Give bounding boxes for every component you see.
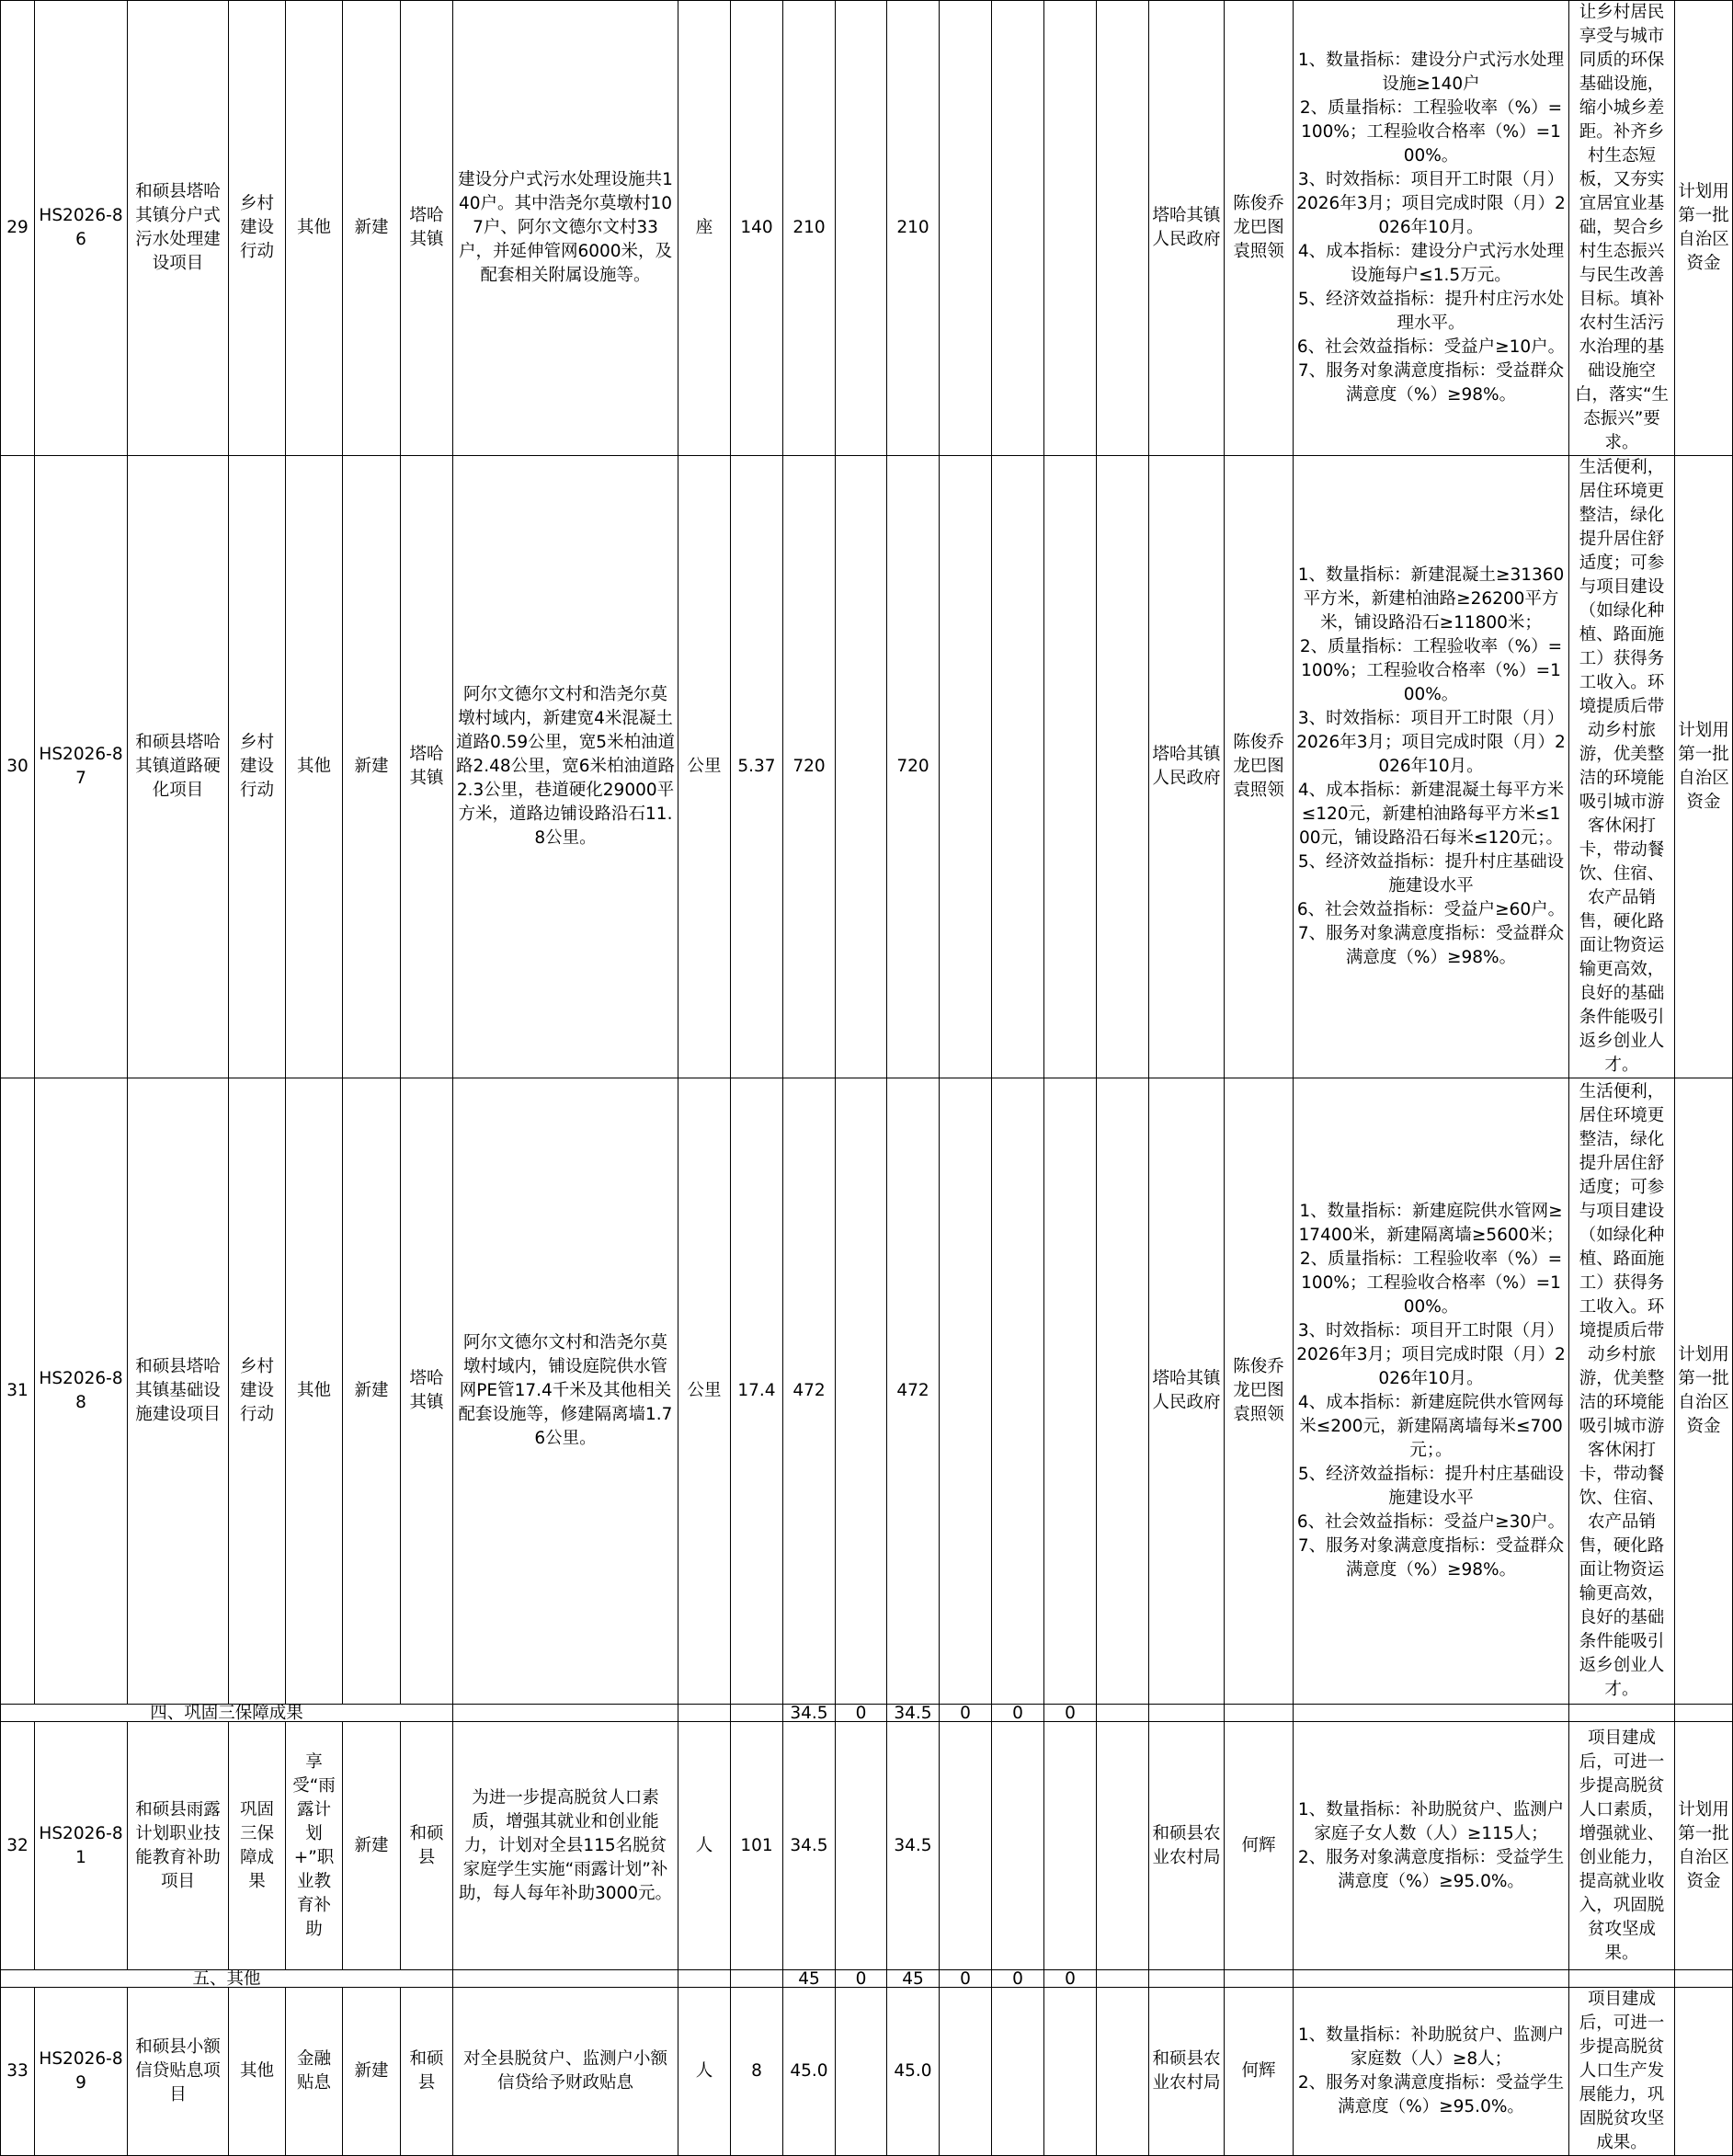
- fund-col-4: [992, 456, 1044, 1078]
- quantity: 5.37: [731, 456, 783, 1078]
- empty-cell: [1569, 1970, 1675, 1988]
- responsible-dept: 塔哈其镇人民政府: [1149, 456, 1225, 1078]
- fund-col-3: [940, 1988, 992, 2156]
- project-category: 巩固三保障成果: [229, 1722, 286, 1970]
- fund-col-5: [1044, 1722, 1097, 1970]
- performance-metrics: 1、数量指标：补助脱贫户、监测户家庭子女人数（人）≥115人； 2、服务对象满意度指标：受益学生满意度（%）≥95.0%。: [1294, 1722, 1569, 1970]
- fund-col-1: [836, 1, 887, 456]
- section-fund-col-5: 0: [1044, 1970, 1097, 1988]
- fund-col-3: [940, 1078, 992, 1705]
- project-name: 和硕县塔哈其镇基础设施建设项目: [128, 1078, 229, 1705]
- project-code: HS2026-87: [35, 456, 128, 1078]
- fund-col-1: [836, 1722, 887, 1970]
- project-name: 和硕县塔哈其镇分户式污水处理建设项目: [128, 1, 229, 456]
- project-location: 塔哈其镇: [401, 1078, 453, 1705]
- fund-col-2: 720: [887, 456, 940, 1078]
- project-category: 乡村建设行动: [229, 1, 286, 456]
- section-fund-col-1: 0: [836, 1705, 887, 1722]
- responsible-person: 陈俊乔龙巴图袁照领: [1225, 1078, 1294, 1705]
- fund-col-3: [940, 1722, 992, 1970]
- responsible-dept: 和硕县农业农村局: [1149, 1988, 1225, 2156]
- fund-col-5: [1044, 1078, 1097, 1705]
- fund-col-4: [992, 1, 1044, 456]
- construction-nature: 新建: [343, 1, 401, 456]
- empty-cell: [1149, 1970, 1225, 1988]
- fund-col-5: [1044, 1, 1097, 456]
- total-funds: 34.5: [783, 1722, 836, 1970]
- table-row: [1, 1722, 1733, 1970]
- section-fund-col-2: 34.5: [887, 1705, 940, 1722]
- unit: 人: [678, 1722, 731, 1970]
- benefit-mechanism: 项目建成后，可进一步提高脱贫人口生产发展能力，巩固脱贫攻坚成果。: [1569, 1988, 1675, 2156]
- quantity: 8: [731, 1988, 783, 2156]
- total-funds: 210: [783, 1, 836, 456]
- table-row: [1, 1988, 1733, 2156]
- fund-col-2: 34.5: [887, 1722, 940, 1970]
- fund-col-3: [940, 1, 992, 456]
- empty-cell: [453, 1705, 678, 1722]
- benefit-mechanism: 项目建成后，可进一步提高脱贫人口素质，增强就业、创业能力，提高就业收入，巩固脱贫攻坚成果。: [1569, 1722, 1675, 1970]
- section-title: 四、巩固三保障成果: [1, 1705, 453, 1722]
- fund-col-6: [1097, 1722, 1149, 1970]
- construction-nature: 新建: [343, 1722, 401, 1970]
- section-fund-col-3: 0: [940, 1970, 992, 1988]
- fund-col-1: [836, 456, 887, 1078]
- performance-metrics: 1、数量指标：建设分户式污水处理设施≥140户 2、质量指标：工程验收率（%）=100%；工程验收合格率（%）=100%。 3、时效指标：项目开工时限（月）2026年3月；项目完成时限（月）2026年10月。 4、成本指标：建设分户式污水处理设施每户≤1.5万元。 5、经济效益指标：提升村庄污水处理水平。 6、社会效益指标：受益户≥10户。 7、服务对象满意度指标：受益群众满意度（%）≥98%。: [1294, 1, 1569, 456]
- unit: 公里: [678, 1078, 731, 1705]
- empty-cell: [1294, 1970, 1569, 1988]
- construction-nature: 新建: [343, 1078, 401, 1705]
- section-fund-col-2: 45: [887, 1970, 940, 1988]
- empty-cell: [1097, 1705, 1149, 1722]
- fund-col-5: [1044, 456, 1097, 1078]
- empty-cell: [678, 1970, 731, 1988]
- fund-col-2: 210: [887, 1, 940, 456]
- empty-cell: [1294, 1705, 1569, 1722]
- empty-cell: [1149, 1705, 1225, 1722]
- section-fund-col-4: 0: [992, 1705, 1044, 1722]
- quantity: 140: [731, 1, 783, 456]
- empty-cell: [1225, 1970, 1294, 1988]
- construction-content: 对全县脱贫户、监测户小额信贷给予财政贴息: [453, 1988, 678, 2156]
- remark: [1675, 1988, 1733, 2156]
- performance-metrics: 1、数量指标：补助脱贫户、监测户家庭数（人）≥8人； 2、服务对象满意度指标：受益学生满意度（%）≥95.0%。: [1294, 1988, 1569, 2156]
- fund-col-3: [940, 456, 992, 1078]
- project-location: 塔哈其镇: [401, 1, 453, 456]
- performance-metrics: 1、数量指标：新建混凝土≥31360平方米，新建柏油路≥26200平方米，铺设路沿石≥11800米； 2、质量指标：工程验收率（%）=100%；工程验收合格率（%）=100%。 3、时效指标：项目开工时限（月）2026年3月；项目完成时限（月）2026年10月。 4、成本指标：新建混凝土每平方米≤120元，新建柏油路每平方米≤100元，铺设路沿石每米≤120元；。 5、经济效益指标：提升村庄基础设施建设水平 6、社会效益指标：受益户≥60户。 7、服务对象满意度指标：受益群众满意度（%）≥98%。: [1294, 456, 1569, 1078]
- empty-cell: [1675, 1705, 1733, 1722]
- responsible-dept: 塔哈其镇人民政府: [1149, 1078, 1225, 1705]
- table-row: [1, 1078, 1733, 1705]
- project-category: 乡村建设行动: [229, 1078, 286, 1705]
- remark: 计划用第一批自治区资金: [1675, 1078, 1733, 1705]
- project-code: HS2026-86: [35, 1, 128, 456]
- fund-col-6: [1097, 1, 1149, 456]
- quantity: 17.4: [731, 1078, 783, 1705]
- quantity: 101: [731, 1722, 783, 1970]
- fund-col-2: 472: [887, 1078, 940, 1705]
- responsible-dept: 和硕县农业农村局: [1149, 1722, 1225, 1970]
- project-location: 和硕县: [401, 1988, 453, 2156]
- empty-cell: [1675, 1970, 1733, 1988]
- fund-col-6: [1097, 1988, 1149, 2156]
- project-code: HS2026-89: [35, 1988, 128, 2156]
- row-number: 29: [1, 1, 35, 456]
- fund-col-4: [992, 1988, 1044, 2156]
- empty-cell: [731, 1705, 783, 1722]
- benefit-mechanism: 生活便利，居住环境更整洁，绿化提升居住舒适度；可参与项目建设（如绿化种植、路面施工）获得务工收入。环境提质后带动乡村旅游，优美整洁的环境能吸引城市游客休闲打卡，带动餐饮、住宿、农产品销售，硬化路面让物资运输更高效，良好的基础条件能吸引返乡创业人才。: [1569, 456, 1675, 1078]
- project-category: 乡村建设行动: [229, 456, 286, 1078]
- fund-col-4: [992, 1078, 1044, 1705]
- section-fund-col-1: 0: [836, 1970, 887, 1988]
- responsible-person: 何辉: [1225, 1722, 1294, 1970]
- construction-nature: 新建: [343, 1988, 401, 2156]
- empty-cell: [1097, 1970, 1149, 1988]
- total-funds: 45.0: [783, 1988, 836, 2156]
- table-row: [1, 456, 1733, 1078]
- project-category: 其他: [229, 1988, 286, 2156]
- fund-col-2: 45.0: [887, 1988, 940, 2156]
- construction-content: 阿尔文德尔文村和浩尧尔莫墩村域内，新建宽4米混凝土道路0.59公里，宽5米柏油道路2.48公里，宽6米柏油道路2.3公里，巷道硬化29000平方米，道路边铺设路沿石11.8公里。: [453, 456, 678, 1078]
- project-location: 塔哈其镇: [401, 456, 453, 1078]
- row-number: 32: [1, 1722, 35, 1970]
- unit: 公里: [678, 456, 731, 1078]
- section-fund-col-4: 0: [992, 1970, 1044, 1988]
- empty-cell: [1569, 1705, 1675, 1722]
- table-row: [1, 1, 1733, 456]
- fund-col-6: [1097, 456, 1149, 1078]
- total-funds: 472: [783, 1078, 836, 1705]
- section-fund-col-5: 0: [1044, 1705, 1097, 1722]
- project-subtype: 其他: [286, 1078, 343, 1705]
- remark: 计划用第一批自治区资金: [1675, 1, 1733, 456]
- section-total: 45: [783, 1970, 836, 1988]
- fund-col-6: [1097, 1078, 1149, 1705]
- empty-cell: [731, 1970, 783, 1988]
- row-number: 30: [1, 456, 35, 1078]
- section-subtotal-row: [1, 1970, 1733, 1988]
- fund-col-5: [1044, 1988, 1097, 2156]
- project-location: 和硕县: [401, 1722, 453, 1970]
- unit: 人: [678, 1988, 731, 2156]
- project-name: 和硕县塔哈其镇道路硬化项目: [128, 456, 229, 1078]
- section-total: 34.5: [783, 1705, 836, 1722]
- empty-cell: [678, 1705, 731, 1722]
- project-name: 和硕县雨露计划职业技能教育补助项目: [128, 1722, 229, 1970]
- row-number: 33: [1, 1988, 35, 2156]
- benefit-mechanism: 让乡村居民享受与城市同质的环保基础设施，缩小城乡差距。补齐乡村生态短板，又夯实宜居宜业基础，契合乡村生态振兴与民生改善目标。填补农村生活污水治理的基础设施空白，落实“生态振兴”要求。: [1569, 1, 1675, 456]
- performance-metrics: 1、数量指标：新建庭院供水管网≥17400米，新建隔离墙≥5600米； 2、质量指标：工程验收率（%）=100%；工程验收合格率（%）=100%。 3、时效指标：项目开工时限（月）2026年3月；项目完成时限（月）2026年10月。 4、成本指标：新建庭院供水管网每米≤200元，新建隔离墙每米≤700元；。 5、经济效益指标：提升村庄基础设施建设水平 6、社会效益指标：受益户≥30户。 7、服务对象满意度指标：受益群众满意度（%）≥98%。: [1294, 1078, 1569, 1705]
- project-subtype: 享受“雨露计划+”职业教育补助: [286, 1722, 343, 1970]
- construction-content: 为进一步提高脱贫人口素质，增强其就业和创业能力，计划对全县115名脱贫家庭学生实施“雨露计划”补助，每人每年补助3000元。: [453, 1722, 678, 1970]
- responsible-person: 陈俊乔龙巴图袁照领: [1225, 456, 1294, 1078]
- responsible-person: 何辉: [1225, 1988, 1294, 2156]
- project-name: 和硕县小额信贷贴息项目: [128, 1988, 229, 2156]
- project-subtype: 金融贴息: [286, 1988, 343, 2156]
- fund-col-1: [836, 1988, 887, 2156]
- empty-cell: [1225, 1705, 1294, 1722]
- section-subtotal-row: [1, 1705, 1733, 1722]
- section-title: 五、其他: [1, 1970, 453, 1988]
- fund-col-1: [836, 1078, 887, 1705]
- project-code: HS2026-88: [35, 1078, 128, 1705]
- empty-cell: [453, 1970, 678, 1988]
- benefit-mechanism: 生活便利，居住环境更整洁，绿化提升居住舒适度；可参与项目建设（如绿化种植、路面施工）获得务工收入。环境提质后带动乡村旅游，优美整洁的环境能吸引城市游客休闲打卡，带动餐饮、住宿、农产品销售，硬化路面让物资运输更高效，良好的基础条件能吸引返乡创业人才。: [1569, 1078, 1675, 1705]
- section-fund-col-3: 0: [940, 1705, 992, 1722]
- row-number: 31: [1, 1078, 35, 1705]
- total-funds: 720: [783, 456, 836, 1078]
- construction-content: 阿尔文德尔文村和浩尧尔莫墩村域内，铺设庭院供水管网PE管17.4千米及其他相关配套设施等，修建隔离墙1.76公里。: [453, 1078, 678, 1705]
- remark: 计划用第一批自治区资金: [1675, 1722, 1733, 1970]
- project-subtype: 其他: [286, 1, 343, 456]
- responsible-person: 陈俊乔龙巴图袁照领: [1225, 1, 1294, 456]
- responsible-dept: 塔哈其镇人民政府: [1149, 1, 1225, 456]
- project-code: HS2026-81: [35, 1722, 128, 1970]
- construction-nature: 新建: [343, 456, 401, 1078]
- unit: 座: [678, 1, 731, 456]
- construction-content: 建设分户式污水处理设施共140户。其中浩尧尔莫墩村107户、阿尔文德尔文村33户，并延伸管网6000米，及配套相关附属设施等。: [453, 1, 678, 456]
- fund-col-4: [992, 1722, 1044, 1970]
- remark: 计划用第一批自治区资金: [1675, 456, 1733, 1078]
- project-subtype: 其他: [286, 456, 343, 1078]
